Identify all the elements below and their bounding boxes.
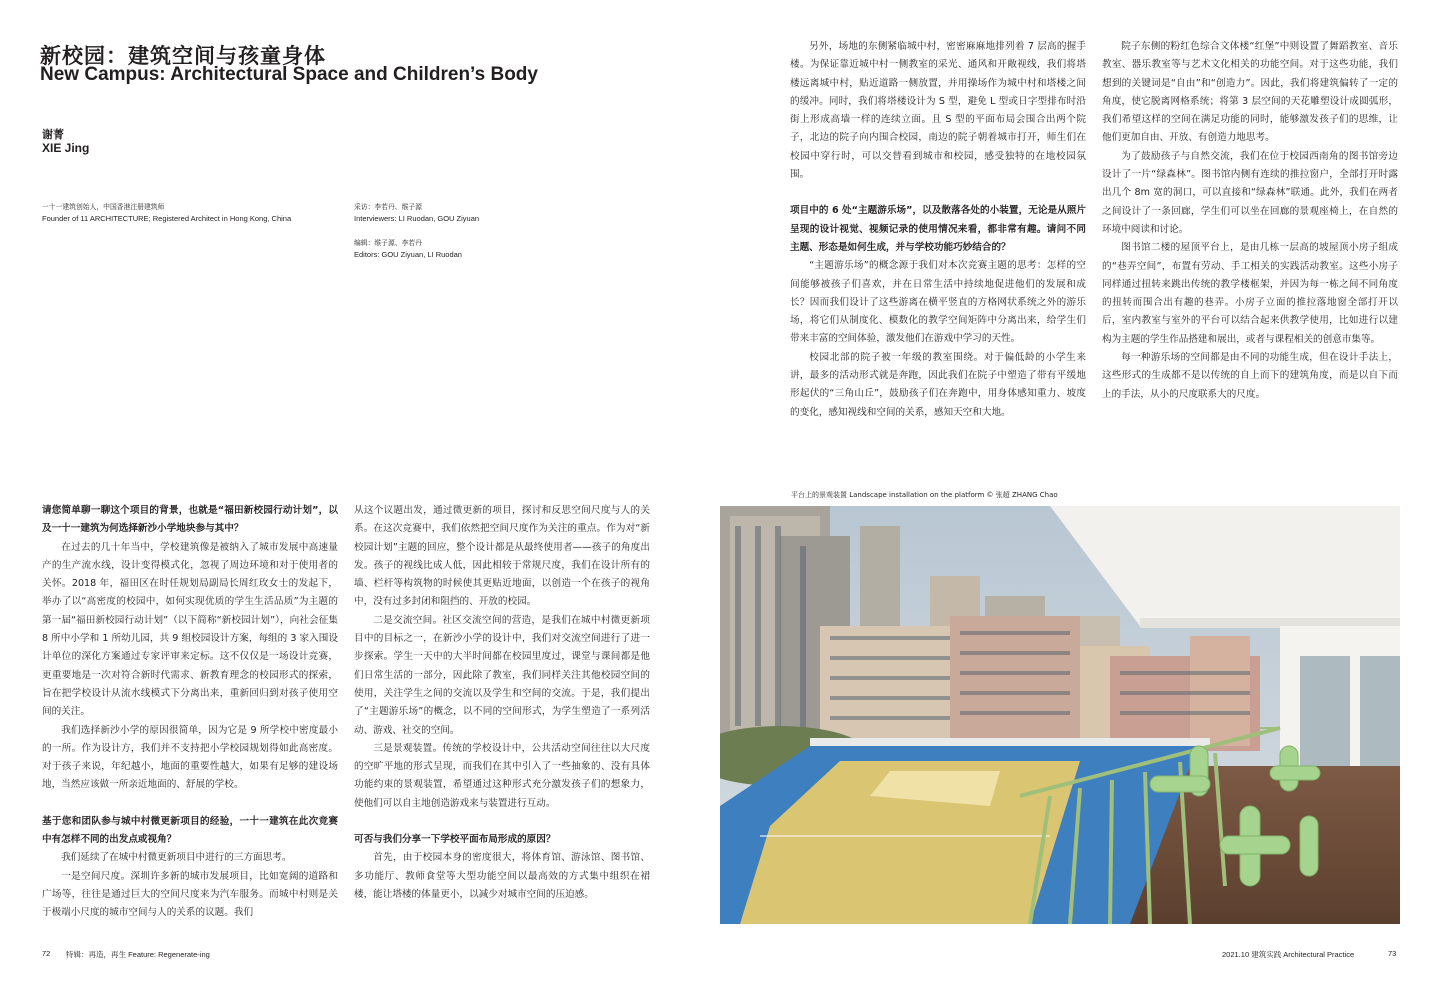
paragraph: 首先，由于校园本身的密度很大，将体育馆、游泳馆、图书馆、多功能厅、教师食堂等大型功能空间以最高效的方式集中组织在裙楼，能让塔楼的体量更小，以减少对城市空间的压迫感。 [354,852,650,900]
author-name-en: XIE Jing [42,141,90,155]
photo-illustration [720,506,1400,924]
paragraph: 三是景观装置。传统的学校设计中，公共活动空间往往以大尺度的空旷平地的形式呈现，而我们在其中引入了一些抽象的、没有具体功能约束的景观装置，希望通过这种形式充分激发孩子们的想象力，使他们可以自主地创造游戏来与装置进行互动。 [354,742,650,809]
author-name-cn: 谢菁 [42,128,64,141]
paragraph: 一是空间尺度。深圳许多新的城市发展项目，比如宽阔的道路和广场等，往往是通过巨大的空间尺度来为汽车服务。而城中村则是关于极端小尺度的城市空间与人的关系的议题。我们 [42,870,338,919]
page-number-left: 72 [42,949,51,958]
text-column-4 [1102,38,1398,404]
paragraph: 我们选择新沙小学的原因很简单，因为它是 9 所学校中密度最小的一所。作为设计方，我们并不支持把小学校园规划得如此高密度。对于孩子来说，年纪越小，地面的重要性越大，如果有足够的建设场地，当然应该做一所亲近地面的、舒展的学校。 [42,724,338,791]
photo-caption: 平台上的景观装置 Landscape installation on the platform © 张超 ZHANG Chao [791,491,1058,499]
paragraph: 每一种游乐场的空间都是由不同的功能生成，但在设计手法上，这些形式的生成都不是以传统的自上而下的建筑角度，而是以自下而上的手法，从小的尺度联系大的尺度。 [1102,352,1398,400]
paragraph: 院子东侧的粉红色综合文体楼“红堡”中则设置了舞蹈教室、音乐教室、器乐教室等与艺术文化相关的功能空间。对于这些功能，我们想到的关键词是“自由”和“创造力”。因此，我们将建筑偏转了一定的角度，使它脱离网格系统；将第 3 层空间的天花雕塑设计成圆弧形，我们希望这样的空间在满足功能的同时，能够激发孩子们的思维，让他们更加自由、开放、有创造力地思考。 [1102,41,1398,144]
paragraph: 为了鼓励孩子与自然交流，我们在位于校园西南角的图书馆旁边设计了一片“绿森林”。图书馆内侧有连续的推拉窗户，全部打开时露出几个 8m 宽的洞口，可以直接和“绿森林”联通。此外，我们在两者之间设计了一条回廊，学生们可以坐在回廊的景观座椅上，在自然的环境中阅读和讨论。 [1102,150,1398,235]
paragraph: 在过去的几十年当中，学校建筑像是被纳入了城市发展中高速量产的生产流水线，设计变得模式化，忽视了周边环境和对于使用者的关怀。2018 年，福田区在时任规划局副局长周红玫女士的发起下，举办了以“高密度的校园中，如何实现优质的学生生活品质”为主题的第一届“福田新校园行动计划”（以下简称“新校园计划”），向社会征集 8 所中小学和 1 所幼儿园，共 9 组校园设计方案，每组的 3 家入围设计单位的深化方案通过专家评审来定标。这不仅仅是一场设计竞赛，更重要地是一次对符合新时代需求、新教育理念的校园形式的探索，旨在把学校设计从流水线模式下分离出来，重新回归到对孩子使用空间的关注。 [42,541,338,718]
interviewers-en: Interviewers: LI Ruodan, GOU Ziyuan [354,214,480,223]
article-title-en: New Campus: Architectural Space and Children’s Body [40,64,538,85]
question: 项目中的 6 处“主题游乐场”，以及散落各处的小装置，无论是从照片呈现的设计视觉、视频记录的使用情况来看，都非常有趣。请问不同主题、形态是如何生成，并与学校功能巧妙结合的？ [790,205,1086,253]
paragraph: 校园北部的院子被一年级的教室围绕。对于偏低龄的小学生来讲，最多的活动形式就是奔跑，因此我们在院子中塑造了带有平缓地形起伏的“三角山丘”，鼓励孩子们在奔跑中，用身体感知重力、坡度的变化，感知视线和空间的关系，感知天空和大地。 [790,351,1086,418]
footer-right: 2021.10 建筑实践 Architectural Practice [1222,950,1355,959]
editors-en: Editors: GOU Ziyuan, LI Ruodan [354,250,462,259]
paragraph: 二是交流空间。社区交流空间的营造，是我们在城中村微更新项目中的目标之一，在新沙小学的设计中，我们对交流空间进行了进一步探索。学生一天中的大半时间都在校园里度过，课堂与课间都是他们日常生活的一部分，因此除了教室，我们同样关注其他校园空间的使用，关注学生之间的交流以及学生和空间的交流。于是，我们提出了“主题游乐场”的概念，以不同的空间形式，为学生塑造了一系列活动、游戏、社交的空间。 [354,614,650,736]
question: 请您简单聊一聊这个项目的背景，也就是“福田新校园行动计划”，以及一十一建筑为何选择新沙小学地块参与其中？ [42,505,338,535]
page-number-right: 73 [1388,949,1397,958]
photo-landscape-installation [720,506,1400,924]
text-column-2 [354,502,650,904]
footer-left: 特辑：再造，再生 Feature: Regenerate-ing [66,950,210,959]
editors-cn: 编辑：缑子源、李若丹 [354,239,422,247]
question: 可否与我们分享一下学校平面布局形成的原因？ [354,834,556,846]
interviewers [354,202,604,224]
author-role-en: Founder of 11 ARCHITECTURE; Registered Architect in Hong Kong, China [42,214,292,223]
editors [354,238,604,260]
paragraph: “主题游乐场”的概念源于我们对本次竞赛主题的思考：怎样的空间能够被孩子们喜欢，并在日常生活中持续地促进他们的发展和成长？因而我们设计了这些游离在横平竖直的方格网状系统之外的游乐场，将它们从制度化、模数化的教学空间矩阵中分离出来，给学生们带来丰富的空间体验，激发他们在游戏中学习的天性。 [790,260,1086,345]
interviewers-cn: 采访：李若丹、缑子源 [354,203,422,211]
question: 基于您和团队参与城中村微更新项目的经验，一十一建筑在此次竞赛中有怎样不同的出发点或视角？ [42,815,338,846]
paragraph: 另外，场地的东侧紧临城中村，密密麻麻地排列着 7 层高的握手楼。为保证靠近城中村一侧教室的采光、通风和开敞视线，我们将塔楼远离城中村，贴近道路一侧放置，并用操场作为城中村和塔楼之间的缓冲。同时，我们将塔楼设计为 S 型，避免 L 型或日字型排布时沿街上形成高墙一样的连续立面。且 S 型的平面布局会围合出两个院子，北边的院子向内围合校园，南边的院子朝着城市打开，师生们在校园中穿行时，可以交替看到城市和校园，感受独特的在地校园氛围。 [790,41,1086,181]
text-column-3 [790,38,1086,422]
author-role [42,202,342,224]
author-role-cn: 一十一建筑创始人，中国香港注册建筑师 [42,203,165,211]
article-title-cn: 新校园：建筑空间与孩童身体 [40,44,326,68]
paragraph: 图书馆二楼的屋顶平台上，是由几栋一层高的坡屋顶小房子组成的“巷弄空间”，布置有劳动、手工相关的实践活动教室。这些小房子同样通过扭转来跳出传统的教学楼框架，并因为每一栋之间不同角度的扭转而围合出有趣的巷弄。小房子立面的推拉落地窗全部打开以后，室内教室与室外的平台可以结合起来供教学使用，比如进行以建构为主题的学生作品搭建和展出，或者与课程相关的创意市集等。 [1102,242,1398,345]
text-column-1 [42,502,338,923]
paragraph: 从这个议题出发，通过微更新的项目，探讨和反思空间尺度与人的关系。在这次竞赛中，我们依然把空间尺度作为关注的重点。作为对“新校园计划”主题的回应，整个设计都是从最终使用者——孩子的角度出发。孩子的视线比成人低，因此相较于常规尺度，我们在设计所有的墙、栏杆等构筑物的时候使其更贴近地面，以创造一个在孩子的视角中，没有过多封闭和阻挡的、开放的校园。 [354,505,650,608]
paragraph: 我们延续了在城中村微更新项目中进行的三方面思考。 [61,852,292,864]
